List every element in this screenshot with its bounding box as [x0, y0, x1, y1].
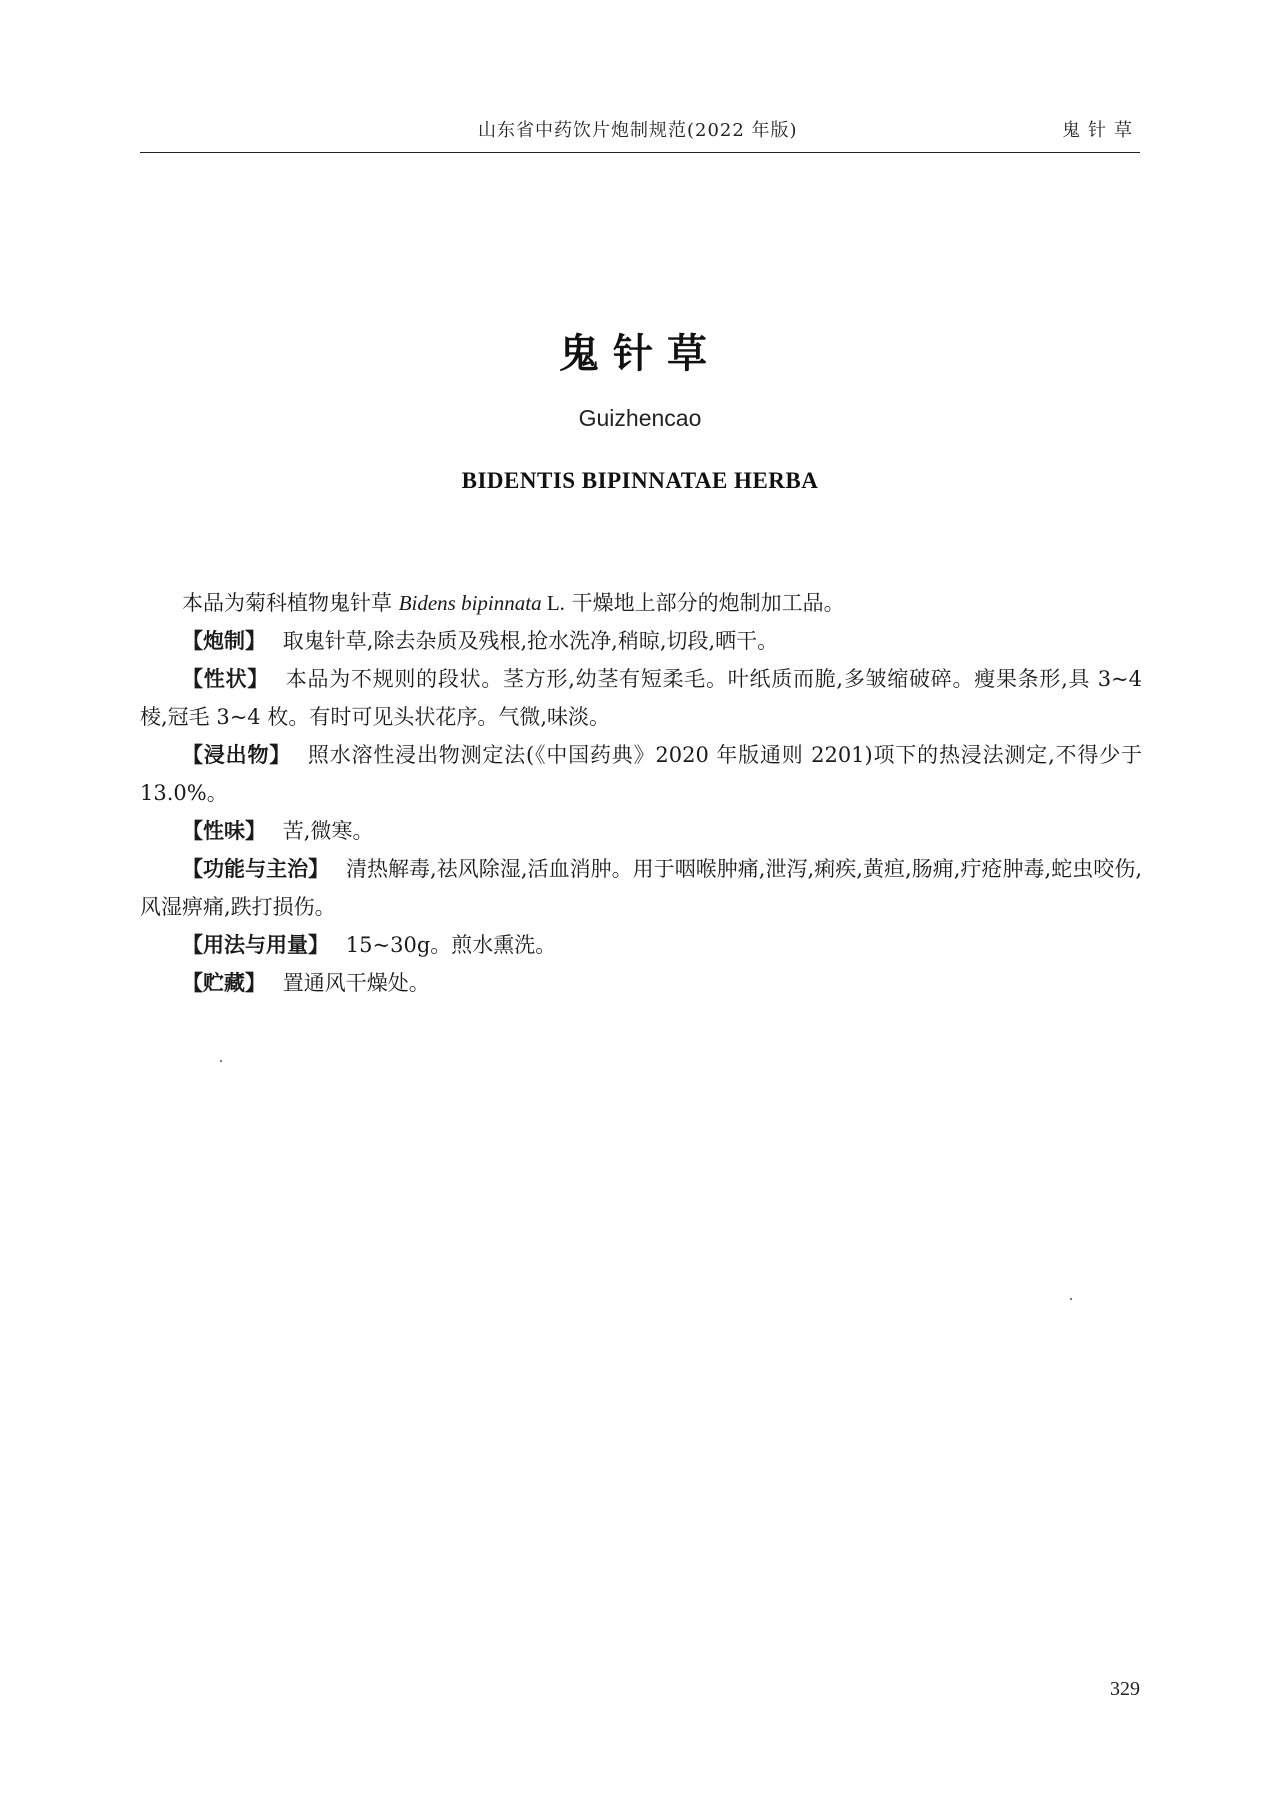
section-property-flavor [140, 812, 1142, 850]
page-number: 329 [1110, 1678, 1140, 1700]
section-label: 【性状】 [182, 667, 269, 691]
species-name: Bidens bipinnata [398, 591, 542, 615]
monograph-body [140, 584, 1142, 1002]
intro-paragraph [140, 584, 1142, 622]
section-label: 【用法与用量】 [182, 933, 329, 957]
section-label: 【浸出物】 [182, 743, 292, 767]
section-text: 清热解毒,祛风除湿,活血消肿。用于咽喉肿痛,泄泻,痢疾,黄疸,肠痈,疔疮肿毒,蛇虫咬伤,风湿痹痛,跌打损伤。 [140, 857, 1143, 919]
intro-prefix: 本品为菊科植物鬼针草 [182, 591, 399, 615]
section-label: 【炮制】 [182, 629, 266, 653]
section-extractives [140, 736, 1142, 812]
section-text: 取鬼针草,除去杂质及残根,抢水洗净,稍晾,切段,晒干。 [282, 629, 779, 653]
monograph-title-pinyin: Guizhencao [578, 405, 702, 431]
section-text: 苦,微寒。 [282, 819, 374, 843]
header-entry-name: 鬼针草 [1062, 120, 1140, 141]
section-text: 本品为不规则的段状。茎方形,幼茎有短柔毛。叶纸质而脆,多皱缩破碎。瘦果条形,具 3~4 棱,冠毛 3~4 枚。有时可见头状花序。气微,味淡。 [140, 667, 1143, 729]
section-text: 照水溶性浸出物测定法(《中国药典》2020 年版通则 2201)项下的热浸法测定,不得少于 13.0%。 [140, 743, 1143, 805]
section-processing [140, 622, 1142, 660]
section-label: 【功能与主治】 [182, 857, 330, 881]
section-administration-dosage [140, 926, 1142, 964]
section-text: 置通风干燥处。 [282, 971, 430, 995]
scan-speck [220, 1060, 222, 1062]
section-label: 【贮藏】 [182, 971, 266, 995]
section-description [140, 660, 1142, 736]
running-header [140, 112, 1140, 153]
section-actions-indications [140, 850, 1142, 926]
section-label: 【性味】 [182, 819, 266, 843]
species-author: L. [541, 591, 565, 615]
monograph-title-chinese: 鬼针草 [559, 331, 721, 377]
section-storage [140, 964, 1142, 1002]
header-book-title: 山东省中药饮片炮制规范(2022 年版) [478, 120, 798, 141]
intro-suffix: 干燥地上部分的炮制加工品。 [564, 591, 845, 615]
monograph-title-latin: BIDENTIS BIPINNATAE HERBA [461, 468, 819, 493]
scan-speck [1070, 1298, 1072, 1300]
section-text: 15~30g。煎水熏洗。 [345, 933, 557, 957]
